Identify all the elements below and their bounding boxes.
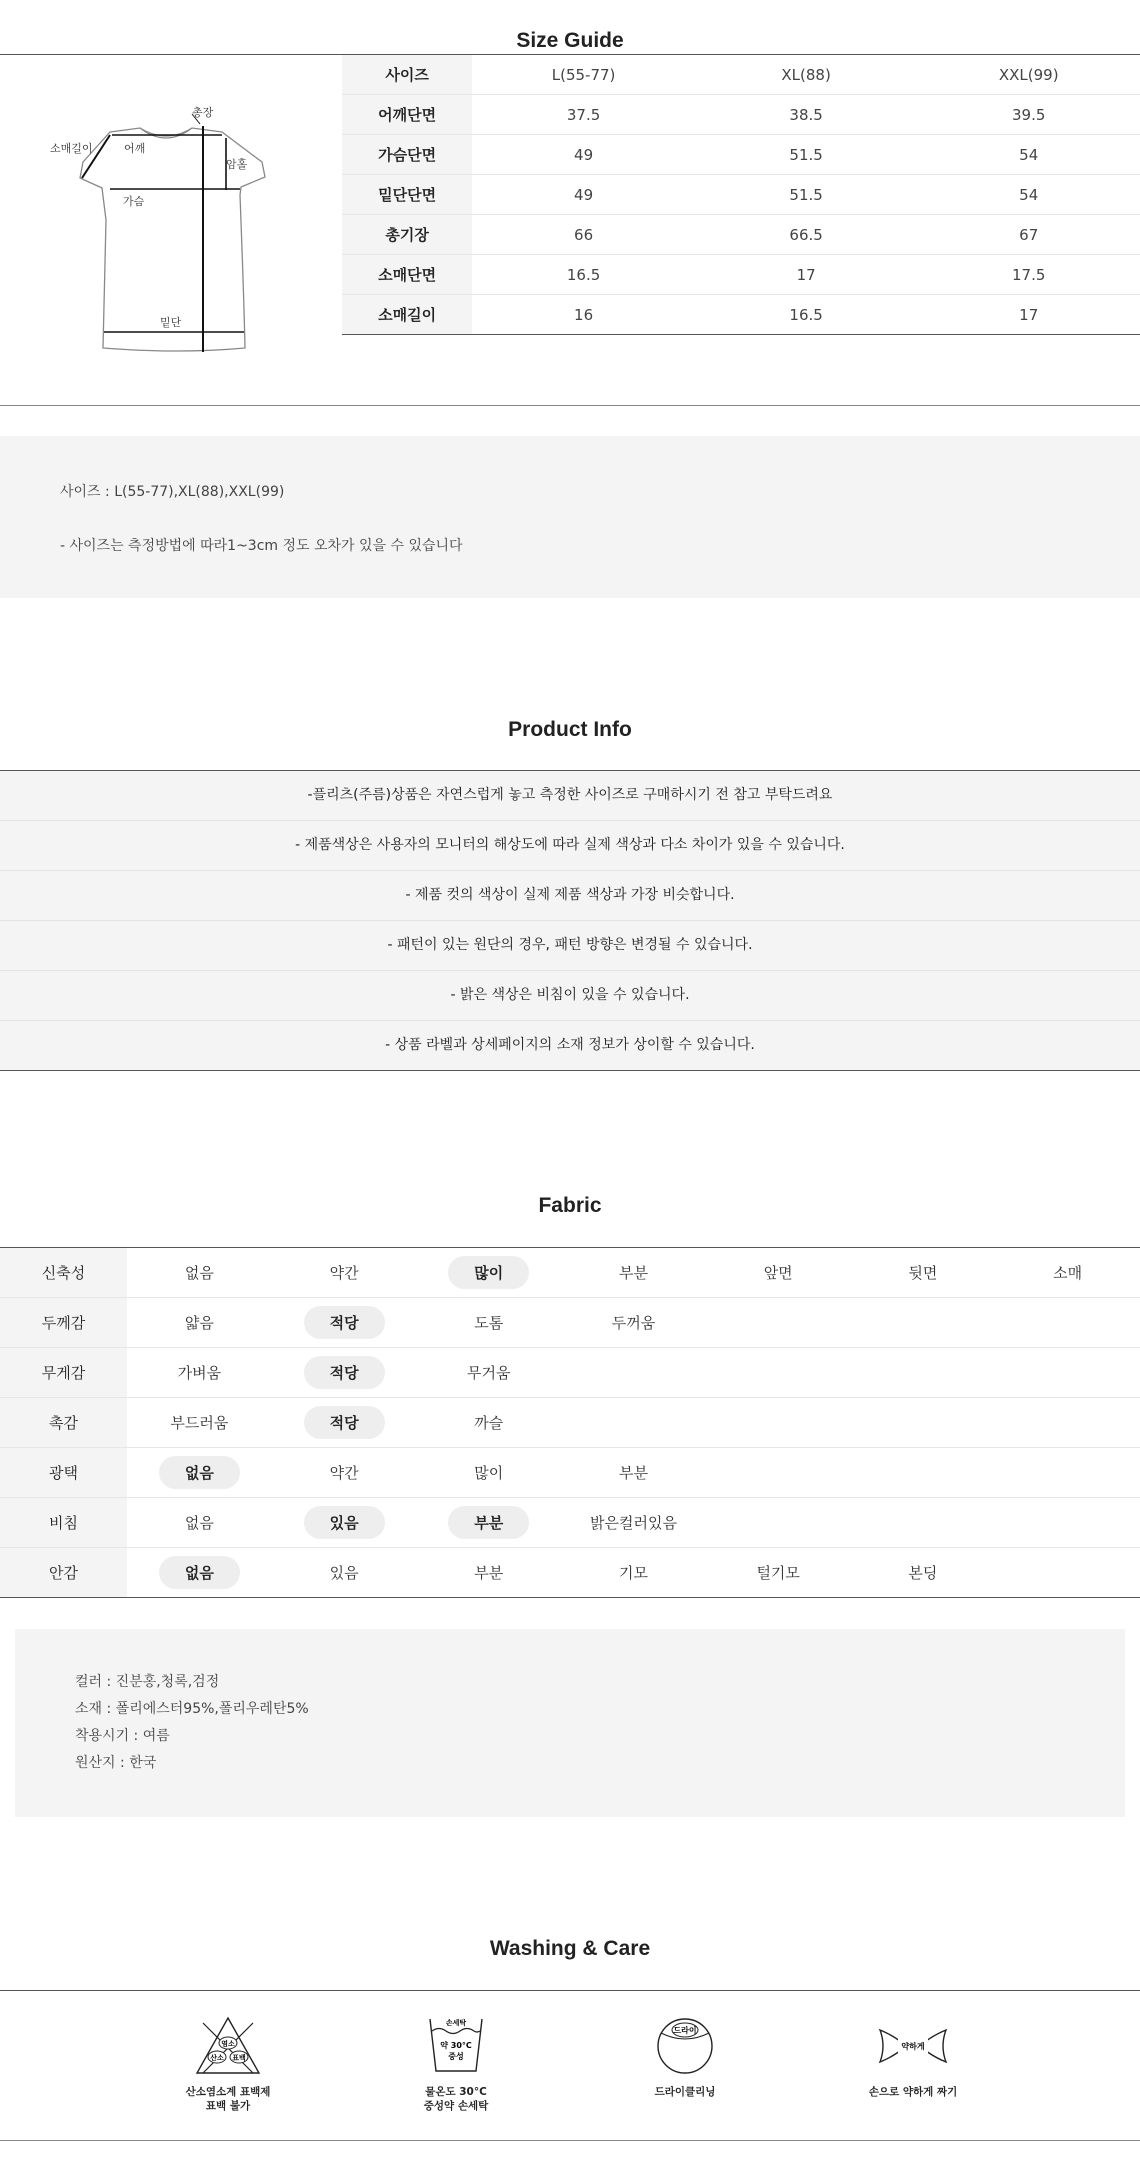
- washing-care-title: Washing & Care: [489, 1937, 651, 1960]
- fabric-option-cell: [995, 1548, 1140, 1598]
- fabric-option-cell: [272, 1448, 417, 1498]
- diagram-label-sleeve-length: 소매길이: [50, 142, 93, 155]
- fabric-option-cell: [416, 1248, 561, 1298]
- size-table-header-row: [342, 55, 1140, 95]
- list-item: -플리츠(주름)상품은 자연스럽게 놓고 측정한 사이즈로 구매하시기 전 참고 부탁드려요: [0, 771, 1140, 821]
- fabric-row: [0, 1448, 1140, 1498]
- fabric-option-cell: [127, 1298, 272, 1348]
- size-column-header: XL(88): [695, 55, 918, 95]
- fabric-option: 있음: [329, 1564, 359, 1582]
- fabric-option: 가벼움: [177, 1364, 222, 1382]
- care-label-line: 표백 불가: [205, 2100, 251, 2112]
- measurement-value: 67: [917, 215, 1140, 255]
- fabric-attribute-label: 촉감: [0, 1398, 127, 1448]
- measurement-label: 밑단단면: [342, 175, 472, 215]
- fabric-option-cell: [706, 1298, 851, 1348]
- measurement-value: 17: [695, 255, 918, 295]
- fabric-option: 까슬: [474, 1414, 504, 1432]
- table-row: [342, 95, 1140, 135]
- fabric-option-cell: [561, 1498, 706, 1548]
- fabric-row: [0, 1548, 1140, 1598]
- measurement-value: 16.5: [472, 255, 695, 295]
- fabric-option-cell: [995, 1398, 1140, 1448]
- diagram-label-hem: 밑단: [160, 316, 182, 329]
- fabric-option-cell: [851, 1398, 996, 1448]
- measurement-label: 총기장: [342, 215, 472, 255]
- fabric-option-cell: [416, 1448, 561, 1498]
- gentle-wring-inner-text: 약하게: [901, 2042, 925, 2051]
- fabric-option: 무거움: [467, 1364, 511, 1382]
- no-bleach-inner-text: 염소: [221, 2040, 235, 2048]
- no-bleach-inner-text: 표백: [232, 2054, 246, 2062]
- measurement-label: 소매길이: [342, 295, 472, 335]
- fabric-option-cell: [127, 1498, 272, 1548]
- fabric-option-cell: [561, 1548, 706, 1598]
- fabric-option: 기모: [618, 1564, 648, 1582]
- fabric-row: [0, 1348, 1140, 1398]
- fabric-option-cell: [851, 1498, 996, 1548]
- fabric-detail-origin: 원산지 : 한국: [75, 1755, 157, 1771]
- fabric-option-cell: [127, 1248, 272, 1298]
- fabric-option-cell: [416, 1548, 561, 1598]
- fabric-option-cell: [272, 1548, 417, 1598]
- measurement-value: 37.5: [472, 95, 695, 135]
- fabric-table: [0, 1248, 1140, 1598]
- hand-wash-icon: [421, 2015, 491, 2077]
- fabric-row: [0, 1398, 1140, 1448]
- fabric-option-cell: [706, 1248, 851, 1298]
- measurement-label: 어깨단면: [342, 95, 472, 135]
- fabric-option-selected: 부분: [448, 1506, 529, 1539]
- size-note-tolerance: - 사이즈는 측정방법에 따라1~3cm 정도 오차가 있을 수 있습니다: [60, 538, 463, 554]
- table-row: [342, 215, 1140, 255]
- size-column-header: L(55-77): [472, 55, 695, 95]
- fabric-option-cell: [995, 1348, 1140, 1398]
- size-guide-title: Size Guide: [516, 29, 624, 52]
- measurement-value: 17.5: [917, 255, 1140, 295]
- care-item-gentle-wring: [843, 2015, 983, 2099]
- fabric-option-cell: [127, 1398, 272, 1448]
- diagram-label-shoulder: 어깨: [124, 142, 146, 155]
- list-item: - 제품 컷의 색상이 실제 제품 색상과 가장 비슷합니다.: [0, 871, 1140, 921]
- fabric-option: 많이: [474, 1464, 504, 1482]
- fabric-option-selected: 적당: [304, 1356, 385, 1389]
- fabric-option-cell: [706, 1448, 851, 1498]
- size-note-sizes: 사이즈 : L(55-77),XL(88),XXL(99): [60, 484, 285, 500]
- fabric-option-cell: [995, 1298, 1140, 1348]
- measurement-label: 가슴단면: [342, 135, 472, 175]
- no-bleach-icon: [193, 2015, 263, 2077]
- measurement-value: 39.5: [917, 95, 1140, 135]
- measurement-value: 49: [472, 175, 695, 215]
- size-note-box: [0, 436, 1140, 598]
- care-item-dry-clean: [615, 2015, 755, 2099]
- care-label-line: 중성약 손세탁: [423, 2100, 489, 2112]
- fabric-option: 털기모: [756, 1564, 800, 1582]
- fabric-option-cell: [127, 1548, 272, 1598]
- table-row: [342, 255, 1140, 295]
- fabric-option: 얇음: [184, 1314, 214, 1332]
- fabric-option-cell: [995, 1448, 1140, 1498]
- fabric-option-cell: [416, 1498, 561, 1548]
- fabric-option-cell: [561, 1248, 706, 1298]
- care-label: [386, 2085, 526, 2113]
- fabric-option-cell: [706, 1348, 851, 1398]
- fabric-option-cell: [706, 1498, 851, 1548]
- fabric-row: [0, 1498, 1140, 1548]
- fabric-option: 부드러움: [170, 1414, 229, 1432]
- table-row: [342, 295, 1140, 335]
- fabric-option-cell: [127, 1348, 272, 1398]
- measurement-value: 16.5: [695, 295, 918, 335]
- fabric-details-box: [15, 1629, 1125, 1817]
- care-label-line: 손으로 약하게 짜기: [868, 2086, 958, 2098]
- measurement-value: 17: [917, 295, 1140, 335]
- fabric-option: 밝은컬러있음: [590, 1514, 677, 1532]
- measurement-value: 38.5: [695, 95, 918, 135]
- size-guide-divider: [0, 405, 1140, 406]
- fabric-option: 도톰: [474, 1314, 504, 1332]
- fabric-option-cell: [995, 1498, 1140, 1548]
- hand-wash-inner-text: 중성: [448, 2052, 464, 2061]
- measurement-value: 49: [472, 135, 695, 175]
- measurement-value: 51.5: [695, 135, 918, 175]
- fabric-option-cell: [851, 1348, 996, 1398]
- fabric-option-cell: [561, 1348, 706, 1398]
- measurement-value: 16: [472, 295, 695, 335]
- care-label-line: 산소염소계 표백제: [185, 2086, 271, 2098]
- dry-clean-icon: [650, 2015, 720, 2077]
- fabric-option-cell: [416, 1298, 561, 1348]
- fabric-option: 없음: [184, 1264, 214, 1282]
- fabric-option-selected: 있음: [304, 1506, 385, 1539]
- fabric-option-cell: [272, 1248, 417, 1298]
- fabric-detail-season: 착용시기 : 여름: [75, 1728, 170, 1744]
- table-row: [342, 175, 1140, 215]
- care-label: [843, 2085, 983, 2099]
- care-label: [158, 2085, 298, 2113]
- fabric-option-cell: [416, 1398, 561, 1448]
- fabric-attribute-label: 광택: [0, 1448, 127, 1498]
- fabric-attribute-label: 무게감: [0, 1348, 127, 1398]
- care-label: [615, 2085, 755, 2099]
- care-label-line: 물온도 30°C: [425, 2086, 487, 2098]
- measurement-value: 54: [917, 175, 1140, 215]
- fabric-option-cell: [561, 1398, 706, 1448]
- measurement-value: 66.5: [695, 215, 918, 255]
- fabric-option: 부분: [618, 1264, 648, 1282]
- fabric-option-cell: [995, 1248, 1140, 1298]
- diagram-label-total-length: 총장: [192, 106, 214, 119]
- washing-care-top-rule: [0, 1990, 1140, 1991]
- fabric-option-cell: [851, 1548, 996, 1598]
- fabric-option: 두꺼움: [611, 1314, 656, 1332]
- fabric-detail-material: 소재 : 폴리에스터95%,폴리우레탄5%: [75, 1701, 309, 1717]
- dry-clean-inner-text: 드라이: [673, 2026, 697, 2035]
- fabric-option: 본딩: [908, 1564, 938, 1582]
- measurement-value: 54: [917, 135, 1140, 175]
- size-header-label: 사이즈: [342, 55, 472, 95]
- fabric-option-cell: [272, 1348, 417, 1398]
- fabric-option-selected: 많이: [448, 1256, 529, 1289]
- list-item: - 제품색상은 사용자의 모니터의 해상도에 따라 실제 색상과 다소 차이가 있을 수 있습니다.: [0, 821, 1140, 871]
- fabric-option-cell: [561, 1448, 706, 1498]
- diagram-label-chest: 가슴: [123, 195, 145, 208]
- fabric-option: 앞면: [763, 1264, 793, 1282]
- fabric-attribute-label: 안감: [0, 1548, 127, 1598]
- list-item: - 상품 라벨과 상세페이지의 소재 정보가 상이할 수 있습니다.: [0, 1021, 1140, 1071]
- fabric-option-selected: 없음: [159, 1556, 240, 1589]
- hand-wash-inner-text: 손세탁: [445, 2019, 467, 2027]
- fabric-option-cell: [706, 1398, 851, 1448]
- fabric-option-cell: [851, 1248, 996, 1298]
- fabric-option-cell: [272, 1298, 417, 1348]
- no-bleach-inner-text: 산소: [210, 2054, 224, 2062]
- fabric-attribute-label: 신축성: [0, 1248, 127, 1298]
- fabric-option-cell: [127, 1448, 272, 1498]
- fabric-option-cell: [706, 1548, 851, 1598]
- fabric-option: 없음: [184, 1514, 214, 1532]
- measurement-value: 51.5: [695, 175, 918, 215]
- fabric-row: [0, 1298, 1140, 1348]
- table-row: [342, 135, 1140, 175]
- fabric-title: Fabric: [538, 1194, 602, 1217]
- fabric-option-cell: [851, 1448, 996, 1498]
- fabric-option-cell: [561, 1298, 706, 1348]
- fabric-option-selected: 적당: [304, 1406, 385, 1439]
- size-column-header: XXL(99): [917, 55, 1140, 95]
- fabric-attribute-label: 두께감: [0, 1298, 127, 1348]
- product-info-title: Product Info: [508, 718, 632, 741]
- fabric-option-selected: 적당: [304, 1306, 385, 1339]
- fabric-row: [0, 1248, 1140, 1298]
- fabric-option: 약간: [329, 1264, 359, 1282]
- fabric-attribute-label: 비침: [0, 1498, 127, 1548]
- list-item: - 패턴이 있는 원단의 경우, 패턴 방향은 변경될 수 있습니다.: [0, 921, 1140, 971]
- care-item-hand-wash: [386, 2015, 526, 2113]
- care-label-line: 드라이클리닝: [654, 2086, 716, 2098]
- measurement-label: 소매단면: [342, 255, 472, 295]
- fabric-detail-color: 컬러 : 진분홍,청록,검정: [75, 1674, 220, 1690]
- gentle-wring-icon: [876, 2015, 950, 2077]
- fabric-option-selected: 없음: [159, 1456, 240, 1489]
- fabric-option: 소매: [1053, 1264, 1083, 1282]
- fabric-option-cell: [416, 1348, 561, 1398]
- fabric-option-cell: [272, 1498, 417, 1548]
- hand-wash-inner-text: 약 30°C: [440, 2041, 472, 2050]
- fabric-option-cell: [272, 1398, 417, 1448]
- fabric-option-cell: [851, 1298, 996, 1348]
- diagram-label-armhole: 암홀: [226, 158, 248, 171]
- measurement-value: 66: [472, 215, 695, 255]
- fabric-option: 부분: [474, 1564, 504, 1582]
- fabric-option: 약간: [329, 1464, 359, 1482]
- care-item-no-bleach: [158, 2015, 298, 2113]
- list-item: - 밝은 색상은 비침이 있을 수 있습니다.: [0, 971, 1140, 1021]
- washing-care-bottom-rule: [0, 2140, 1140, 2141]
- fabric-option: 부분: [618, 1464, 648, 1482]
- fabric-option: 뒷면: [908, 1264, 938, 1282]
- product-info-list: [0, 771, 1140, 1071]
- size-table: [342, 55, 1140, 335]
